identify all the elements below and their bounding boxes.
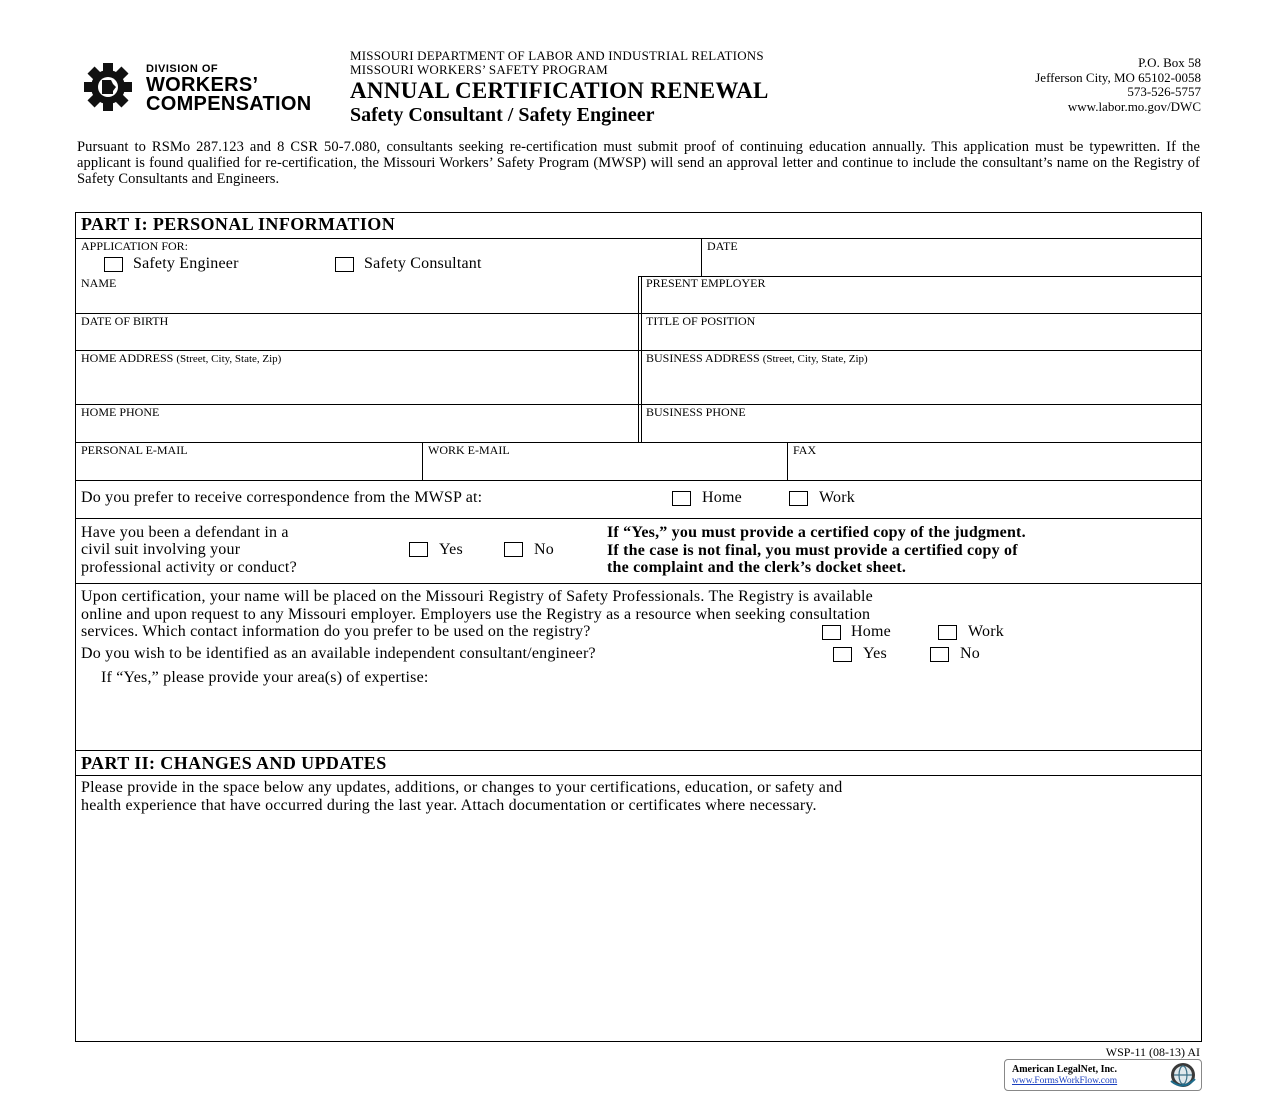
correspondence-home-label: Home [702, 489, 742, 506]
divider [76, 238, 1201, 239]
address-city: Jefferson City, MO 65102-0058 [1035, 69, 1201, 85]
home-address-title: HOME ADDRESS [81, 351, 174, 365]
dob-label: DATE OF BIRTH [81, 314, 169, 328]
address-website[interactable]: www.labor.mo.gov/DWC [1067, 98, 1201, 114]
defendant-yes-checkbox[interactable] [409, 542, 428, 557]
badge-website-link[interactable]: www.FormsWorkFlow.com [1012, 1076, 1118, 1086]
expertise-input-area[interactable] [101, 691, 1181, 747]
registry-work-label: Work [968, 623, 1004, 640]
safety-consultant-checkbox[interactable] [335, 257, 354, 272]
defendant-question-line3: professional activity or conduct? [81, 559, 297, 576]
personal-email-label: PERSONAL E-MAIL [81, 443, 188, 457]
registry-work-checkbox[interactable] [938, 625, 957, 640]
date-label: DATE [707, 239, 738, 253]
independent-no-checkbox[interactable] [930, 647, 949, 662]
registry-home-checkbox[interactable] [822, 625, 841, 640]
present-employer-label: PRESENT EMPLOYER [646, 276, 766, 290]
application-for-label: APPLICATION FOR: [81, 239, 189, 253]
registry-text-line2: online and upon request to any Missouri employer. Employers use the Registry as a resource when seeking consultation [81, 606, 871, 623]
divider [787, 442, 788, 480]
department-line2: MISSOURI WORKERS’ SAFETY PROGRAM [350, 62, 608, 77]
form-title: ANNUAL CERTIFICATION RENEWAL [350, 78, 769, 103]
independent-no-label: No [960, 645, 980, 662]
part2-text-line2: health experience that have occurred during the last year. Attach documentation or certificates where necessary. [81, 797, 817, 814]
department-line1: MISSOURI DEPARTMENT OF LABOR AND INDUSTRIAL RELATIONS [350, 48, 764, 63]
correspondence-work-checkbox[interactable] [789, 491, 808, 506]
mailing-address [1035, 56, 1201, 114]
logo-wordmark [146, 64, 311, 114]
divider [76, 313, 1201, 314]
title-position-label: TITLE OF POSITION [646, 314, 756, 328]
divider [76, 583, 1201, 584]
logo-line3: COMPENSATION [146, 93, 312, 115]
dwc-logo [78, 62, 328, 115]
registry-text-line1: Upon certification, your name will be placed on the Missouri Registry of Safety Professionals. The Registry is available [81, 588, 873, 605]
home-phone-label: HOME PHONE [81, 405, 160, 419]
legalnet-badge[interactable] [1004, 1059, 1202, 1091]
badge-company-name: American LegalNet, Inc. [1012, 1064, 1117, 1075]
correspondence-question: Do you prefer to receive correspondence from the MWSP at: [81, 489, 483, 506]
form-code: WSP-11 (08-13) AI [1105, 1045, 1200, 1059]
divider [76, 750, 1201, 751]
defendant-yes-label: Yes [439, 541, 463, 558]
part2-text-line1: Please provide in the space below any updates, additions, or changes to your certifications, education, or safety and [81, 779, 843, 796]
gear-logo-icon [78, 62, 142, 112]
expertise-question: If “Yes,” please provide your area(s) of expertise: [101, 669, 429, 686]
defendant-no-checkbox[interactable] [504, 542, 523, 557]
address-phone: 573-526-5757 [1127, 84, 1201, 99]
divider [76, 350, 1201, 351]
registry-home-label: Home [851, 623, 891, 640]
fax-label: FAX [793, 443, 817, 457]
defendant-note-line1: If “Yes,” you must provide a certified copy of the judgment. [607, 524, 1026, 541]
part2-heading: PART II: CHANGES AND UPDATES [81, 753, 387, 773]
defendant-note-line3: the complaint and the clerk’s docket sheet. [607, 559, 907, 576]
changes-input-area[interactable] [81, 823, 1195, 1035]
independent-question: Do you wish to be identified as an available independent consultant/engineer? [81, 645, 596, 662]
divider [76, 442, 1201, 443]
form-subtitle: Safety Consultant / Safety Engineer [350, 104, 655, 126]
divider [76, 518, 1201, 519]
registry-text-line3: services. Which contact information do you prefer to be used on the registry? [81, 623, 591, 640]
divider [76, 404, 1201, 405]
application-form [75, 212, 1202, 1042]
correspondence-work-label: Work [819, 489, 855, 506]
home-address-label [81, 352, 281, 366]
safety-consultant-label: Safety Consultant [364, 255, 482, 272]
logo-line2: WORKERS’ [146, 74, 259, 96]
home-address-hint: (Street, City, State, Zip) [176, 353, 282, 365]
intro-paragraph: Pursuant to RSMo 287.123 and 8 CSR 50-7.080, consultants seeking re-certification must submit proof of continuing education annually. This application must be typewritten. If the applicant is found qualified for re-certification, the Missouri Workers’ Safety Program (MWSP) will send an approval letter and continue to include the consultant’s name on the Registry of Safety Consultants and Engineers. [77, 139, 1200, 187]
business-address-hint: (Street, City, State, Zip) [762, 353, 868, 365]
defendant-note-line2: If the case is not final, you must provide a certified copy of [607, 542, 1018, 559]
business-address-label [646, 352, 868, 366]
independent-yes-label: Yes [863, 645, 887, 662]
divider [76, 775, 1201, 776]
business-address-title: BUSINESS ADDRESS [646, 351, 760, 365]
defendant-no-label: No [534, 541, 554, 558]
column-divider [638, 276, 642, 442]
safety-engineer-checkbox[interactable] [104, 257, 123, 272]
divider [701, 238, 702, 276]
globe-icon [1165, 1061, 1199, 1089]
form-header [350, 49, 950, 126]
part1-heading: PART I: PERSONAL INFORMATION [81, 214, 396, 234]
business-phone-label: BUSINESS PHONE [646, 405, 746, 419]
work-email-label: WORK E-MAIL [428, 443, 510, 457]
name-label: NAME [81, 276, 117, 290]
correspondence-home-checkbox[interactable] [672, 491, 691, 506]
defendant-question-line1: Have you been a defendant in a [81, 524, 289, 541]
defendant-question-line2: civil suit involving your [81, 541, 241, 558]
safety-engineer-label: Safety Engineer [133, 255, 239, 272]
divider [76, 480, 1201, 481]
divider [422, 442, 423, 480]
independent-yes-checkbox[interactable] [833, 647, 852, 662]
logo-line1: DIVISION OF [146, 63, 219, 75]
address-po-box: P.O. Box 58 [1138, 55, 1201, 70]
